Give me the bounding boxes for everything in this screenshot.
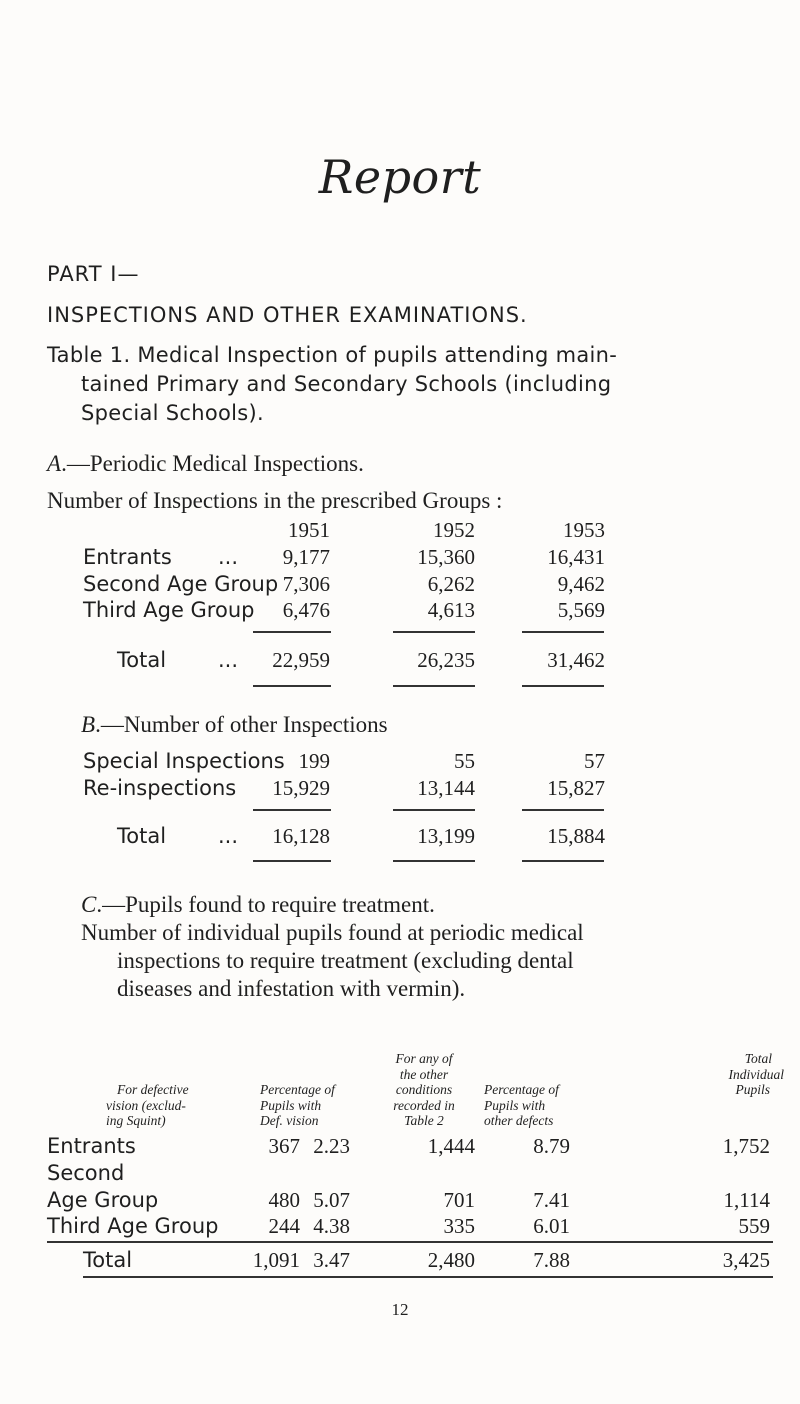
page-number: 12	[391, 1300, 409, 1319]
row-label: Age Group	[47, 1188, 159, 1212]
table-cell: 4,613	[427, 598, 475, 622]
row-label: Third Age Group	[47, 1214, 219, 1238]
table-cell: 15,827	[547, 776, 605, 800]
section-a-title: .—Periodic Medical Inspections.	[61, 451, 364, 476]
table-cell: 16,431	[547, 545, 605, 569]
table1-caption-line2: tained Primary and Secondary Schools (including	[81, 372, 612, 396]
table-cell: 2.23	[313, 1134, 350, 1158]
row-label: Entrants	[83, 545, 172, 569]
header-defective-vision: For defective vision (exclud- ing Squint)	[106, 1082, 189, 1128]
divider	[522, 809, 604, 811]
row-label: Special Inspections	[83, 749, 285, 773]
part-title: PART I—	[47, 262, 140, 286]
total-label: Total	[83, 1248, 133, 1272]
table-cell: 6,476	[282, 598, 330, 622]
total-cell: 15,884	[547, 824, 605, 848]
total-cell: 3.47	[313, 1248, 350, 1272]
section-a-letter: A	[47, 451, 62, 476]
row-label: Second	[47, 1161, 125, 1185]
header-total-individual: Total Individual Pupils	[728, 1051, 784, 1097]
table-cell: 6.01	[533, 1214, 570, 1238]
table-cell: 4.38	[313, 1214, 350, 1238]
divider	[393, 685, 475, 687]
divider	[253, 685, 331, 687]
section-a-subtitle: Number of Inspections in the prescribed Groups :	[47, 488, 503, 513]
total-cell: 22,959	[272, 648, 330, 672]
divider	[393, 631, 475, 633]
section-b-heading	[81, 712, 388, 738]
table-cell: 1,752	[722, 1134, 770, 1158]
table-cell: 15,360	[417, 545, 475, 569]
table-cell: 5.07	[313, 1188, 350, 1212]
table-cell: 335	[443, 1214, 475, 1238]
total-cell: 16,128	[272, 824, 330, 848]
divider	[83, 1276, 773, 1278]
total-cell: 7.88	[533, 1248, 570, 1272]
table-cell: 9,462	[557, 572, 605, 596]
section-b-letter: B	[81, 712, 96, 737]
table-cell: 5,569	[557, 598, 605, 622]
header-pct-def-vision: Percentage of Pupils with Def. vision	[260, 1082, 335, 1128]
total-cell: 26,235	[417, 648, 475, 672]
total-cell: 1,091	[252, 1248, 300, 1272]
table-cell: 15,929	[272, 776, 330, 800]
total-cell: 3,425	[722, 1248, 770, 1272]
page-heading: Report	[318, 150, 482, 204]
table-cell: 7.41	[533, 1188, 570, 1212]
section-c-title: .—Pupils found to require treatment.	[96, 892, 435, 917]
table-cell: 701	[443, 1188, 475, 1212]
table-cell: 8.79	[533, 1134, 570, 1158]
divider	[522, 685, 604, 687]
row-dots: ...	[218, 545, 239, 569]
table-cell: 13,144	[417, 776, 475, 800]
divider	[393, 809, 475, 811]
section-c-para-line1: Number of individual pupils found at periodic medical	[81, 920, 584, 945]
total-label: Total	[117, 824, 167, 848]
year-header: 1953	[563, 518, 605, 542]
section-c-para-line2: inspections to require treatment (excluding dental	[117, 948, 574, 973]
table-cell: 1,444	[427, 1134, 475, 1158]
table-cell: 7,306	[282, 572, 330, 596]
section-c-letter: C	[81, 892, 97, 917]
table-cell: 244	[268, 1214, 300, 1238]
divider	[253, 631, 331, 633]
total-cell: 31,462	[547, 648, 605, 672]
table1-caption-line1: Table 1. Medical Inspection of pupils attending main-	[47, 343, 618, 367]
table-cell: 367	[268, 1134, 300, 1158]
table-cell: 9,177	[282, 545, 330, 569]
table-cell: 55	[454, 749, 475, 773]
table-cell: 480	[268, 1188, 300, 1212]
divider	[253, 860, 331, 862]
divider	[522, 860, 604, 862]
total-cell: 13,199	[417, 824, 475, 848]
row-label: Third Age Group	[83, 598, 255, 622]
section-title: INSPECTIONS AND OTHER EXAMINATIONS.	[47, 303, 528, 327]
year-header: 1951	[288, 518, 330, 542]
table-cell: 559	[738, 1214, 770, 1238]
total-cell: 2,480	[427, 1248, 475, 1272]
section-a-heading	[47, 451, 364, 477]
section-c-para-line3: diseases and infestation with vermin).	[117, 976, 466, 1001]
row-dots: ...	[218, 824, 239, 848]
table-cell: 6,262	[427, 572, 475, 596]
header-pct-other: Percentage of Pupils with other defects	[484, 1082, 559, 1128]
divider	[393, 860, 475, 862]
row-label: Re-inspections	[83, 776, 237, 800]
section-b-title: .—Number of other Inspections	[95, 712, 388, 737]
divider	[253, 809, 331, 811]
divider	[522, 631, 604, 633]
header-other-conditions: For any of the other conditions recorded in Table 2	[393, 1051, 455, 1128]
table-cell: 57	[584, 749, 605, 773]
row-label: Second Age Group	[83, 572, 279, 596]
section-c-heading	[81, 892, 435, 918]
table-cell: 199	[298, 749, 330, 773]
row-label: Entrants	[47, 1134, 136, 1158]
year-header: 1952	[433, 518, 475, 542]
divider	[47, 1241, 773, 1243]
total-label: Total	[117, 648, 167, 672]
table-cell: 1,114	[723, 1188, 770, 1212]
row-dots: ...	[218, 648, 239, 672]
table1-caption-line3: Special Schools).	[81, 401, 264, 425]
